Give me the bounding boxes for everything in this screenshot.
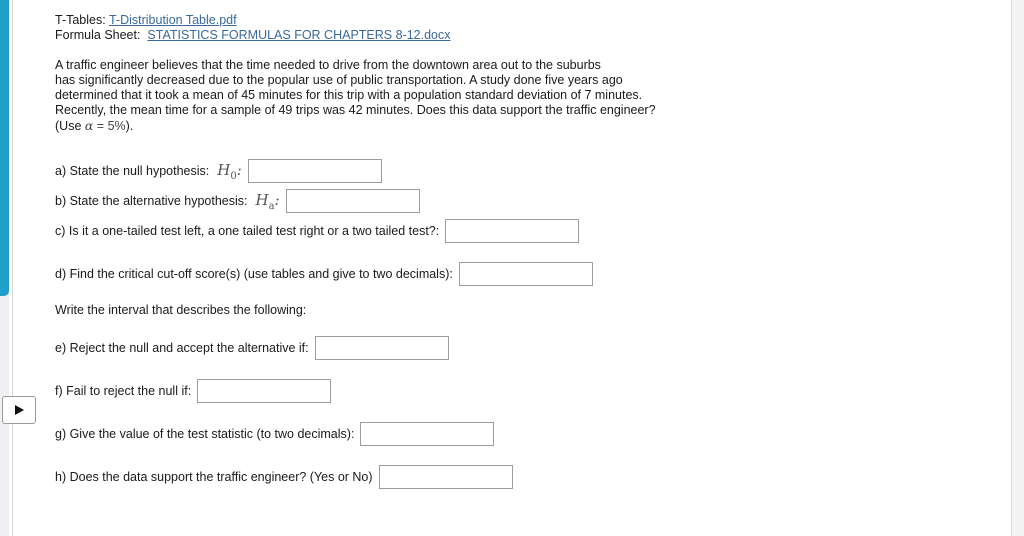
- null-hypothesis-input[interactable]: [248, 159, 382, 183]
- question-f-label: f) Fail to reject the null if:: [55, 384, 192, 398]
- formula-label: Formula Sheet:: [55, 28, 141, 42]
- question-a-label: a) State the null hypothesis:: [55, 164, 210, 178]
- fail-reject-interval-input[interactable]: [197, 379, 331, 403]
- null-hypothesis-symbol: $H_0$:: [217, 160, 242, 182]
- problem-line: Recently, the mean time for a sample of 49 trips was 42 minutes. Does this data support the traffic engineer?: [55, 103, 656, 117]
- play-icon: [14, 405, 24, 415]
- question-f: [55, 379, 331, 403]
- problem-line: has significantly decreased due to the popular use of public transportation. A study done five years ago: [55, 73, 623, 87]
- question-c: [55, 219, 579, 243]
- question-e: [55, 336, 449, 360]
- question-g-label: g) Give the value of the test statistic (to two decimals):: [55, 427, 355, 441]
- support-conclusion-input[interactable]: [379, 465, 513, 489]
- alpha-symbol: α: [84, 118, 94, 133]
- critical-score-input[interactable]: [459, 262, 593, 286]
- interval-intro: [55, 303, 306, 317]
- question-h-label: h) Does the data support the traffic engineer? (Yes or No): [55, 470, 373, 484]
- question-a: [55, 159, 382, 183]
- right-scrollbar[interactable]: [1011, 0, 1024, 536]
- ttables-link[interactable]: T-Distribution Table.pdf: [108, 13, 237, 27]
- reject-interval-input[interactable]: [315, 336, 449, 360]
- alpha-value: = 5%: [93, 119, 126, 133]
- question-h: [55, 465, 513, 489]
- ttables-label: T-Tables:: [55, 13, 106, 27]
- alpha-line: [55, 118, 695, 134]
- left-accent-bar: [0, 0, 9, 296]
- formula-link[interactable]: STATISTICS FORMULAS FOR CHAPTERS 8-12.docx: [147, 28, 451, 42]
- question-e-label: e) Reject the null and accept the alternative if:: [55, 341, 309, 355]
- use-prefix: (Use: [55, 119, 85, 133]
- expand-button[interactable]: [2, 396, 36, 424]
- card-border: [12, 0, 13, 536]
- problem-line: A traffic engineer believes that the time needed to drive from the downtown area out to the suburbs: [55, 58, 601, 72]
- question-b: [55, 189, 420, 213]
- test-statistic-input[interactable]: [360, 422, 494, 446]
- problem-line: determined that it took a mean of 45 minutes for this trip with a population standard deviation of 7 minutes.: [55, 88, 643, 102]
- use-suffix: ).: [125, 119, 134, 133]
- formula-row: [55, 28, 695, 43]
- question-content: [55, 13, 695, 134]
- alternative-hypothesis-input[interactable]: [286, 189, 420, 213]
- question-g: [55, 422, 494, 446]
- question-c-label: c) Is it a one-tailed test left, a one tailed test right or a two tailed test?:: [55, 224, 440, 238]
- alternative-hypothesis-symbol: $H_a$:: [255, 190, 280, 212]
- ttables-row: [55, 13, 695, 28]
- question-d: [55, 262, 593, 286]
- tail-type-input[interactable]: [445, 219, 579, 243]
- question-d-label: d) Find the critical cut-off score(s) (use tables and give to two decimals):: [55, 267, 453, 281]
- question-b-label: b) State the alternative hypothesis:: [55, 194, 248, 208]
- problem-statement: [55, 58, 695, 134]
- interval-intro-text: Write the interval that describes the following:: [55, 303, 307, 317]
